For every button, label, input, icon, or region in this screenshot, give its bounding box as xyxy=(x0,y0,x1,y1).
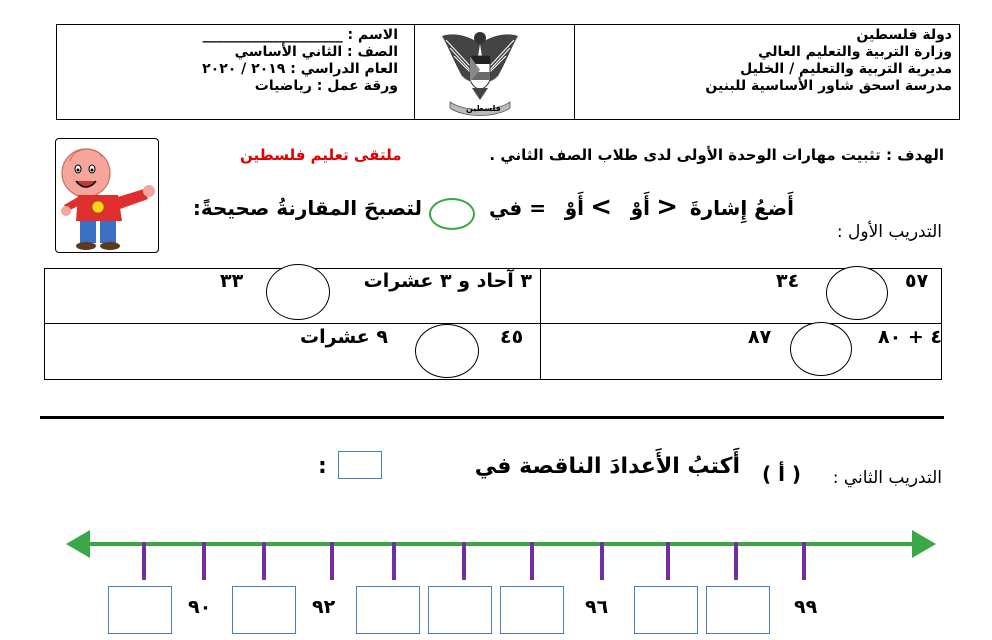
goal-text: الهدف : تثبيت مهارات الوحدة الأولى لدى طلاب الصف الثاني . xyxy=(489,146,944,164)
answer-oval[interactable] xyxy=(266,264,330,320)
number-line-tick xyxy=(462,542,466,580)
site-label: ملتقى تعليم فلسطين xyxy=(240,146,402,164)
missing-number-box[interactable] xyxy=(428,586,492,634)
number-line-tick xyxy=(142,542,146,580)
exercise2-instruction: أَكتبُ الأَعدادَ الناقصة في xyxy=(474,454,740,479)
known-number: ٩٦ xyxy=(585,596,609,618)
number-line-tick xyxy=(802,542,806,580)
header-left-block xyxy=(188,27,398,95)
school-year-line: العام الدراسي : ٢٠١٩ / ٢٠٢٠ xyxy=(202,61,398,77)
missing-number-box[interactable] xyxy=(706,586,770,634)
instruction-box-icon xyxy=(338,451,382,479)
grade-line: الصف : الثاني الأساسي xyxy=(234,44,398,60)
greater-than-sign: > xyxy=(656,192,678,222)
answer-oval[interactable] xyxy=(826,266,888,320)
equals-in: = في xyxy=(488,196,546,220)
number-line-tick xyxy=(202,542,206,580)
exercise1-label: التدريب الأول : xyxy=(836,222,942,242)
left-arrow-icon xyxy=(66,530,90,558)
palestine-emblem xyxy=(440,26,520,120)
r2-right-b: ٨٧ xyxy=(748,326,772,348)
directorate-line: مديرية التربية والتعليم / الخليل xyxy=(740,61,952,77)
exercise2-label: التدريب الثاني : xyxy=(832,468,942,488)
r1-right-a: ٥٧ xyxy=(905,270,929,292)
exercise2-part: ( أ ) xyxy=(762,462,802,486)
right-arrow-icon xyxy=(912,530,936,558)
table-divider xyxy=(540,268,541,380)
r2-left-b: ٩ عشرات xyxy=(300,326,388,348)
r1-left-b: ٣٣ xyxy=(220,270,244,292)
number-line-tick xyxy=(600,542,604,580)
student-name-line[interactable]: الاسم : ____________________ xyxy=(202,27,398,43)
green-oval-shape xyxy=(429,198,475,230)
known-number: ٩٢ xyxy=(312,596,336,618)
answer-oval[interactable] xyxy=(790,322,852,376)
missing-number-box[interactable] xyxy=(634,586,698,634)
or-word-1: أَوْ xyxy=(630,196,650,220)
or-word-2: أَوْ xyxy=(564,196,584,220)
ministry-line: وزارة التربية والتعليم العالي xyxy=(758,44,952,60)
less-than-sign: < xyxy=(590,192,612,222)
r1-right-b: ٣٤ xyxy=(776,270,800,292)
number-line-tick xyxy=(330,542,334,580)
instruction-start: أَضعُ إِشارةَ xyxy=(689,196,794,220)
missing-number-box[interactable] xyxy=(108,586,172,634)
r1-left-a: ٣ آحاد و ٣ عشرات xyxy=(363,270,532,292)
number-line-tick xyxy=(734,542,738,580)
boy-icon xyxy=(56,139,158,252)
header-right-block xyxy=(572,27,952,95)
worksheet-subject-line: ورقة عمل : رياضيات xyxy=(254,78,398,94)
missing-number-box[interactable] xyxy=(356,586,420,634)
missing-number-box[interactable] xyxy=(500,586,564,634)
school-line: مدرسة اسحق شاور الأساسية للبنين xyxy=(705,78,952,94)
section-separator xyxy=(40,416,944,419)
r2-left-a: ٤٥ xyxy=(500,326,524,348)
known-number: ٩٠ xyxy=(188,596,212,618)
r2-right-a: ٤ + ٨٠ xyxy=(878,326,942,348)
exercise2-colon: : xyxy=(318,454,327,479)
cartoon-boy-image xyxy=(55,138,159,253)
number-line-tick xyxy=(530,542,534,580)
header-divider xyxy=(414,24,415,120)
instruction-end: لتصبحَ المقارنةُ صحيحةً: xyxy=(192,196,422,220)
known-number: ٩٩ xyxy=(794,596,818,618)
exercise1-instruction xyxy=(170,192,800,232)
number-line-tick xyxy=(392,542,396,580)
number-line-tick xyxy=(262,542,266,580)
number-line-tick xyxy=(666,542,670,580)
country-line: دولة فلسطين xyxy=(856,27,952,43)
emblem-caption: فلسطين xyxy=(466,104,501,113)
answer-oval[interactable] xyxy=(415,324,479,378)
missing-number-box[interactable] xyxy=(232,586,296,634)
